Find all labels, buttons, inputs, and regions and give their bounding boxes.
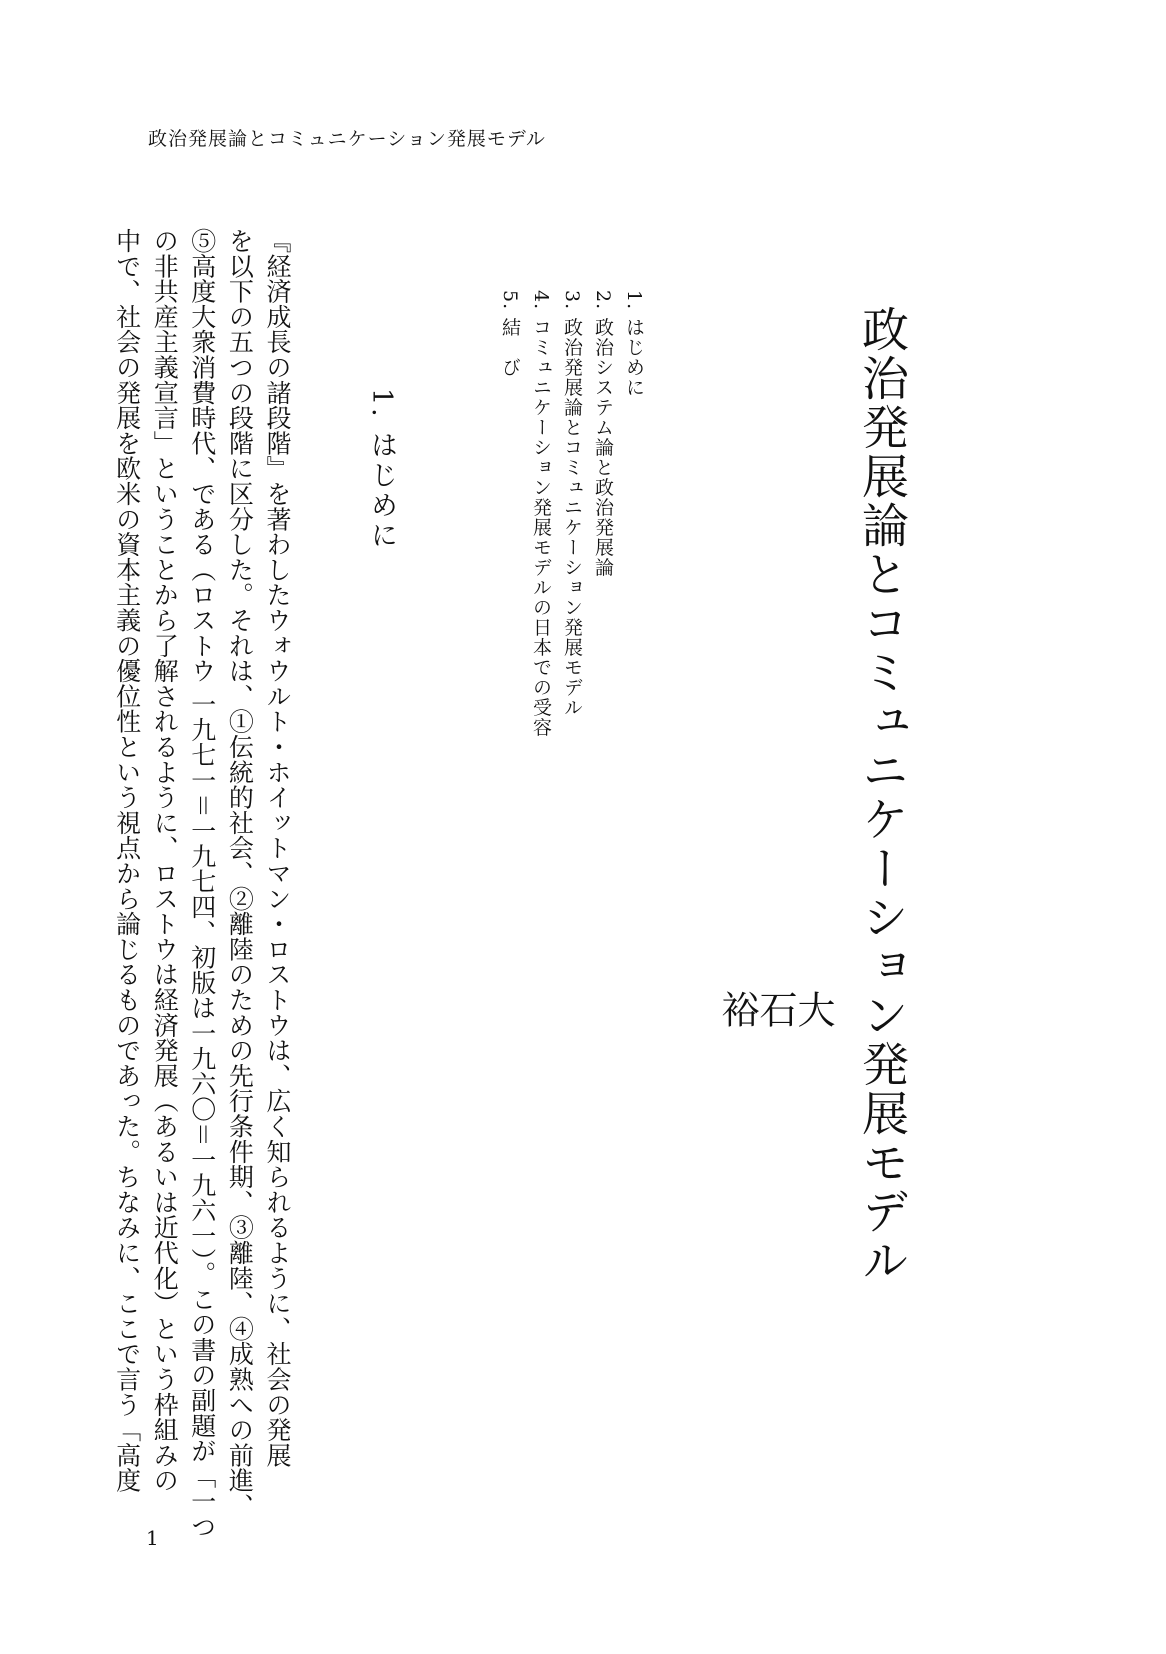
table-of-contents (494, 290, 649, 737)
author-name (715, 990, 835, 1184)
page-number: 1 (146, 1526, 159, 1550)
toc-item: 2. 政治システム論と政治発展論 (592, 290, 614, 578)
body-line: ⑤高度大衆消費時代、である（ロストウ 一九七一＝一九七四、初版は一九六〇＝一九六一）。この書の副題が「一つ (187, 228, 217, 1540)
toc-item: 5. 結 び (499, 290, 521, 378)
author-char: 石 (753, 990, 797, 1028)
document-title: 政治発展論とコミュニケーション発展モデル (854, 305, 909, 1285)
body-text (108, 228, 296, 1540)
author-char: 大 (791, 990, 835, 1028)
author-char: 裕 (715, 990, 759, 1028)
body-line: 『経済成長の諸段階』を著わしたウォウルト・ホイットマン・ロストウは、広く知られるように、社会の発展 (262, 228, 292, 1468)
body-line: の非共産主義宣言」ということから了解されるように、ロストウは経済発展（あるいは近代化）という枠組みの (150, 228, 180, 1493)
running-header: 政治発展論とコミュニケーション発展モデル (148, 128, 546, 150)
body-line: を以下の五つの段階に区分した。それは、①伝統的社会、②離陸のための先行条件期、③離陸、④成熟への前進、 (225, 228, 255, 1519)
section-heading: 1. はじめに (366, 388, 397, 552)
toc-item: 4. コミュニケーション発展モデルの日本での受容 (530, 290, 552, 738)
body-line: 中で、社会の発展を欧米の資本主義の優位性という視点から論じるものであった。ちなみに、ここで言う「高度 (112, 228, 142, 1493)
toc-item: 1. はじめに (623, 290, 645, 398)
toc-item: 3. 政治発展論とコミュニケーション発展モデル (561, 290, 583, 718)
